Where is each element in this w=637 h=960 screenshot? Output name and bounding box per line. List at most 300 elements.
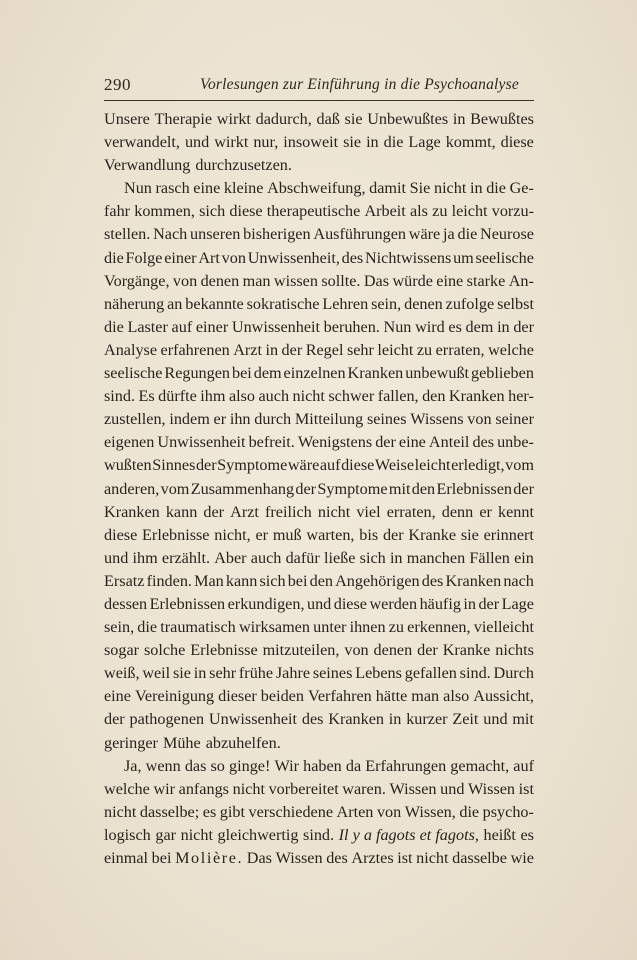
text-line: [104, 708, 534, 731]
text-line: [104, 732, 534, 755]
word: vielleicht: [473, 618, 534, 637]
word: des: [326, 849, 348, 867]
word: der: [295, 479, 317, 498]
word: dem: [465, 317, 494, 336]
word: als: [409, 202, 428, 221]
text-line: [104, 824, 534, 847]
word: denen: [373, 641, 413, 660]
word: der: [478, 594, 500, 613]
word: leicht: [414, 456, 451, 475]
word: vorzu-: [491, 202, 534, 221]
word: er: [213, 410, 227, 429]
word: Unbewußtes: [367, 110, 449, 128]
word: therapeutische: [266, 202, 361, 221]
word: dem: [253, 364, 282, 383]
word: in: [497, 317, 510, 336]
word: die: [457, 225, 478, 244]
word: erkennen,: [407, 618, 471, 637]
word: sein,: [371, 294, 402, 313]
word: nicht: [104, 802, 137, 821]
word: vom: [505, 456, 534, 475]
word: nur,: [253, 133, 279, 152]
word: Regungen: [164, 364, 231, 383]
word: die: [459, 802, 480, 821]
word: der: [513, 317, 534, 336]
word: erkundigen,: [227, 594, 305, 613]
word: Ja,: [124, 756, 142, 775]
word: auch: [258, 387, 290, 406]
word: Verfahren: [307, 687, 372, 706]
word: logisch: [104, 825, 151, 844]
word: von: [467, 410, 492, 429]
word: eine: [436, 271, 464, 290]
word: sehr: [346, 340, 374, 359]
word: nicht: [292, 387, 325, 406]
text-line: [104, 293, 534, 316]
word: Wissens: [410, 410, 464, 429]
text-line: [104, 339, 534, 362]
word: Symptome: [317, 479, 388, 498]
word: frühe: [238, 664, 274, 683]
word: kommen,: [134, 202, 195, 221]
text-line: [104, 131, 534, 154]
word: Arzt: [233, 340, 262, 359]
word: rasch: [155, 179, 190, 198]
page-number: 290: [104, 75, 131, 94]
word: der: [417, 641, 438, 660]
word: erinnert: [483, 525, 534, 544]
word: er: [479, 502, 492, 521]
word: wäre: [287, 456, 320, 475]
word: wird: [415, 317, 445, 336]
text-line: [104, 547, 534, 570]
word: leicht: [451, 202, 488, 221]
word: Arten: [336, 802, 374, 821]
word: freilich: [265, 502, 312, 521]
word: und: [306, 594, 332, 613]
word: nicht,: [214, 525, 251, 544]
word: Folge: [125, 248, 163, 267]
word: den: [411, 479, 436, 498]
word: wie: [510, 849, 534, 867]
word: die: [104, 248, 124, 267]
word: erraten,: [386, 502, 436, 521]
text-line: [104, 524, 534, 547]
word: in: [265, 340, 279, 359]
word: geringer: [104, 733, 158, 752]
word: seelische: [104, 364, 163, 383]
word: Arbeit: [364, 202, 406, 221]
word: Wissen: [389, 779, 437, 798]
word: Kranken: [328, 710, 384, 729]
word: diese: [341, 456, 375, 475]
word: selbst: [497, 294, 534, 313]
word: geblieben: [471, 364, 534, 383]
text-line: [104, 362, 534, 385]
word: nicht: [180, 825, 213, 844]
word: wußten: [104, 456, 152, 475]
word: Zeit: [452, 710, 479, 729]
word: den: [422, 387, 446, 406]
word: der: [375, 433, 396, 452]
word: man: [411, 687, 440, 706]
body-text: [104, 108, 534, 870]
word: es: [448, 317, 462, 336]
word: die: [137, 618, 158, 637]
word: Regel: [305, 340, 344, 359]
text-line: [104, 270, 534, 293]
word: kann: [225, 571, 258, 590]
text-line: [104, 177, 534, 200]
word: traumatisch: [160, 618, 236, 637]
word: Abschweifung,: [267, 179, 366, 198]
word: dasselbe;: [139, 802, 200, 821]
word: dadurch,: [255, 110, 312, 128]
text-line: [104, 454, 534, 477]
word: denen: [200, 271, 240, 290]
word: muß: [272, 525, 302, 544]
word: gar: [155, 825, 177, 844]
word: also: [228, 387, 256, 406]
word: in: [452, 110, 466, 128]
text-line: [104, 685, 534, 708]
word: stellen.: [104, 225, 151, 244]
word: des: [421, 571, 444, 590]
word: Weise: [374, 456, 415, 475]
word: bei: [287, 571, 308, 590]
word: sehr: [209, 664, 237, 683]
word: sie: [343, 133, 362, 152]
word: ihm: [132, 548, 158, 567]
word: unbe-: [497, 433, 534, 452]
word: also: [443, 687, 470, 706]
text-line: [104, 662, 534, 685]
word: gibt: [219, 802, 245, 821]
word: heißt: [483, 825, 516, 844]
word: seiner: [495, 410, 534, 429]
word: warten,: [306, 525, 355, 544]
word: diese: [500, 133, 534, 152]
text-line: [104, 431, 534, 454]
word: bis: [359, 525, 379, 544]
word: fahr: [104, 202, 131, 221]
word: Unwissenheit: [208, 710, 298, 729]
word: dessen: [104, 594, 148, 613]
word: vorbereitet: [268, 779, 339, 798]
word: haben: [303, 756, 342, 775]
text-line: [104, 108, 534, 131]
word: auch: [250, 548, 282, 567]
word: gleichwertig: [217, 825, 299, 844]
word: der: [203, 502, 225, 521]
word: denen: [404, 294, 443, 313]
word: in: [389, 548, 403, 567]
word: welche: [104, 779, 150, 798]
text-line: [104, 200, 534, 223]
word: einzelnen: [283, 364, 346, 383]
word: seines: [312, 664, 353, 683]
word: ist: [518, 779, 534, 798]
text-line: [104, 616, 534, 639]
word: sein,: [104, 618, 135, 637]
word: unbewußt: [405, 364, 470, 383]
word: insoweit: [283, 133, 339, 152]
word: sind.: [303, 825, 335, 844]
word: sie: [460, 525, 479, 544]
word: Wissen: [468, 779, 516, 798]
word: welche: [488, 340, 534, 359]
word: pathogenen: [129, 710, 205, 729]
word: Laster: [127, 317, 168, 336]
word: Das: [363, 271, 390, 290]
word: anderen,: [104, 479, 160, 498]
word: Unwissenheit,: [247, 248, 340, 267]
word: und: [440, 779, 465, 798]
word: Aber: [214, 548, 247, 567]
word: von: [221, 248, 246, 267]
text-line: [104, 223, 534, 246]
word: Unwissenheit: [231, 317, 321, 336]
word: Wissen,: [404, 802, 456, 821]
word: kommt,: [445, 133, 496, 152]
word: Aussicht,: [473, 687, 534, 706]
word: Lebens: [355, 664, 402, 683]
word: Sie: [409, 179, 431, 198]
word: wir: [153, 779, 176, 798]
word: wenn: [145, 756, 181, 775]
word: bei: [231, 364, 252, 383]
word: auf: [319, 456, 341, 475]
word: manchen: [406, 548, 466, 567]
text-line: [104, 639, 534, 662]
word: der: [382, 525, 404, 544]
word: eine: [193, 179, 221, 198]
word: abzuhelfen.: [205, 733, 281, 752]
word: eine: [398, 433, 426, 452]
text-line: [104, 801, 534, 824]
word: Kranke: [408, 525, 457, 544]
word: einmal: [104, 849, 149, 867]
word: Erfahrungen: [365, 756, 447, 775]
word: nicht: [433, 179, 467, 198]
word: sie: [344, 110, 363, 128]
word: sind.: [104, 387, 136, 406]
word: Verwandlung: [104, 156, 191, 175]
word: nach: [503, 571, 534, 590]
word: Wir: [274, 756, 300, 775]
word: wirksamen: [238, 618, 310, 637]
word: da: [345, 756, 362, 775]
word: Nichtwissens: [364, 248, 452, 267]
word: unter: [313, 618, 347, 637]
word: des: [472, 433, 495, 452]
word: er: [255, 525, 269, 544]
word: der: [195, 456, 217, 475]
word: weil: [142, 664, 171, 683]
word: an: [167, 294, 183, 313]
word: An-: [508, 271, 534, 290]
word: in: [366, 133, 379, 152]
running-title: Vorlesungen zur Einführung in die Psychoanalyse: [200, 76, 519, 93]
word: erfahrenen: [160, 340, 230, 359]
word: sokratische: [246, 294, 320, 313]
word: ist: [397, 849, 413, 867]
word: verwandelt,: [104, 133, 180, 152]
word: dürfte: [158, 387, 197, 406]
word: so: [210, 756, 225, 775]
word: bisherigen: [243, 225, 311, 244]
word: eigenen: [104, 433, 155, 452]
word: eine: [104, 687, 131, 706]
word: nichts: [495, 641, 534, 660]
text-line: [104, 478, 534, 501]
word: Man: [194, 571, 224, 590]
text-line: [104, 501, 534, 524]
word: sind.: [459, 664, 491, 683]
word: Jahre: [275, 664, 311, 683]
word: durch: [254, 410, 292, 429]
word: diese: [229, 202, 263, 221]
word: vom: [160, 479, 190, 498]
word: bei: [151, 849, 172, 867]
word: ja: [443, 225, 455, 244]
word: denn: [441, 502, 474, 521]
word: leicht: [377, 340, 414, 359]
word: Kranken: [347, 364, 404, 383]
word: fallen,: [377, 387, 419, 406]
word: diese: [333, 594, 367, 613]
word: mit: [512, 710, 534, 729]
word: Arzt: [230, 502, 259, 521]
word: Wenigstens: [297, 433, 373, 452]
word: Analyse: [104, 340, 158, 359]
word: Erlebnisse: [190, 641, 258, 660]
word: zu: [388, 618, 404, 637]
word: Vorgänge,: [104, 271, 170, 290]
word: indem: [169, 410, 210, 429]
word: in: [469, 179, 483, 198]
word: Sinnes: [152, 456, 196, 475]
word: die: [104, 317, 124, 336]
word: Lage: [408, 133, 441, 152]
word: Kranken: [104, 502, 160, 521]
word: dieser: [218, 687, 257, 706]
word: auf: [513, 756, 534, 775]
word: ließe: [323, 548, 356, 567]
word: befreit.: [248, 433, 295, 452]
word: mitzuteilen,: [262, 641, 340, 660]
text-line: [104, 316, 534, 339]
word: gefallen: [404, 664, 457, 683]
word: Kranken: [448, 387, 505, 406]
word: Nun: [383, 317, 412, 336]
word: wirkt: [214, 133, 249, 152]
word: Art: [198, 248, 220, 267]
text-line: [104, 247, 534, 270]
word: die: [486, 179, 506, 198]
word: von: [376, 802, 402, 821]
word: um: [453, 248, 474, 267]
word: Vereinigung: [134, 687, 215, 706]
word: diese: [104, 525, 138, 544]
word: Ersatz: [104, 571, 145, 590]
word: ihm: [200, 387, 226, 406]
word: erzählt.: [161, 548, 210, 567]
word: zustellen,: [104, 410, 166, 429]
word: erledigt,: [451, 456, 505, 475]
word: Lage: [501, 594, 534, 613]
text-line: [104, 593, 534, 616]
word: in: [463, 594, 476, 613]
word: würde: [392, 271, 433, 290]
word: nicht: [232, 779, 265, 798]
word: sollte.: [321, 271, 361, 290]
word: ein: [514, 548, 534, 567]
word: Nun: [124, 179, 152, 198]
word: den: [309, 571, 333, 590]
word: nicht: [317, 502, 351, 521]
word: Zusammenhang: [190, 479, 295, 498]
word: wirkt: [216, 110, 251, 128]
word: und: [483, 710, 508, 729]
word: sich: [199, 202, 226, 221]
word: sogar: [104, 641, 140, 660]
word: Bewußtes: [470, 110, 534, 128]
word: ginge!: [229, 756, 271, 775]
word: Nach: [153, 225, 188, 244]
word: Il y a fagots et fagots,: [338, 825, 479, 844]
word: einer: [195, 317, 229, 336]
word: finden.: [146, 571, 192, 590]
word: kleine: [223, 179, 264, 198]
word: Unsere: [104, 110, 150, 128]
word: werden: [369, 594, 418, 613]
word: Unwissenheit: [157, 433, 246, 452]
word: kurzer: [406, 710, 448, 729]
word: Es: [138, 387, 155, 406]
word: erraten,: [435, 340, 485, 359]
word: dasselbe: [452, 849, 507, 867]
text-line: [104, 847, 534, 870]
word: Erlebnisse: [142, 525, 210, 544]
word: der: [281, 340, 303, 359]
word: sie: [172, 664, 191, 683]
word: solche: [143, 641, 186, 660]
word: Anteil: [428, 433, 470, 452]
word: zu: [432, 202, 448, 221]
word: in: [193, 664, 207, 683]
word: psycho-: [482, 802, 534, 821]
word: durchzusetzen.: [195, 156, 292, 175]
text-line: [104, 778, 534, 801]
word: schwer: [328, 387, 375, 406]
word: zufolge: [445, 294, 495, 313]
word: und: [184, 133, 210, 152]
text-line: [104, 385, 534, 408]
word: kennt: [498, 502, 534, 521]
word: starke: [466, 271, 506, 290]
word: einer: [164, 248, 197, 267]
word: ihnen: [349, 618, 386, 637]
text-line: [104, 570, 534, 593]
word: verschiedene: [248, 802, 334, 821]
word: der: [513, 479, 534, 498]
word: anfangs: [178, 779, 229, 798]
word: die: [383, 133, 404, 152]
word: in: [388, 710, 402, 729]
word: Erlebnissen: [149, 594, 226, 613]
word: der: [104, 710, 125, 729]
